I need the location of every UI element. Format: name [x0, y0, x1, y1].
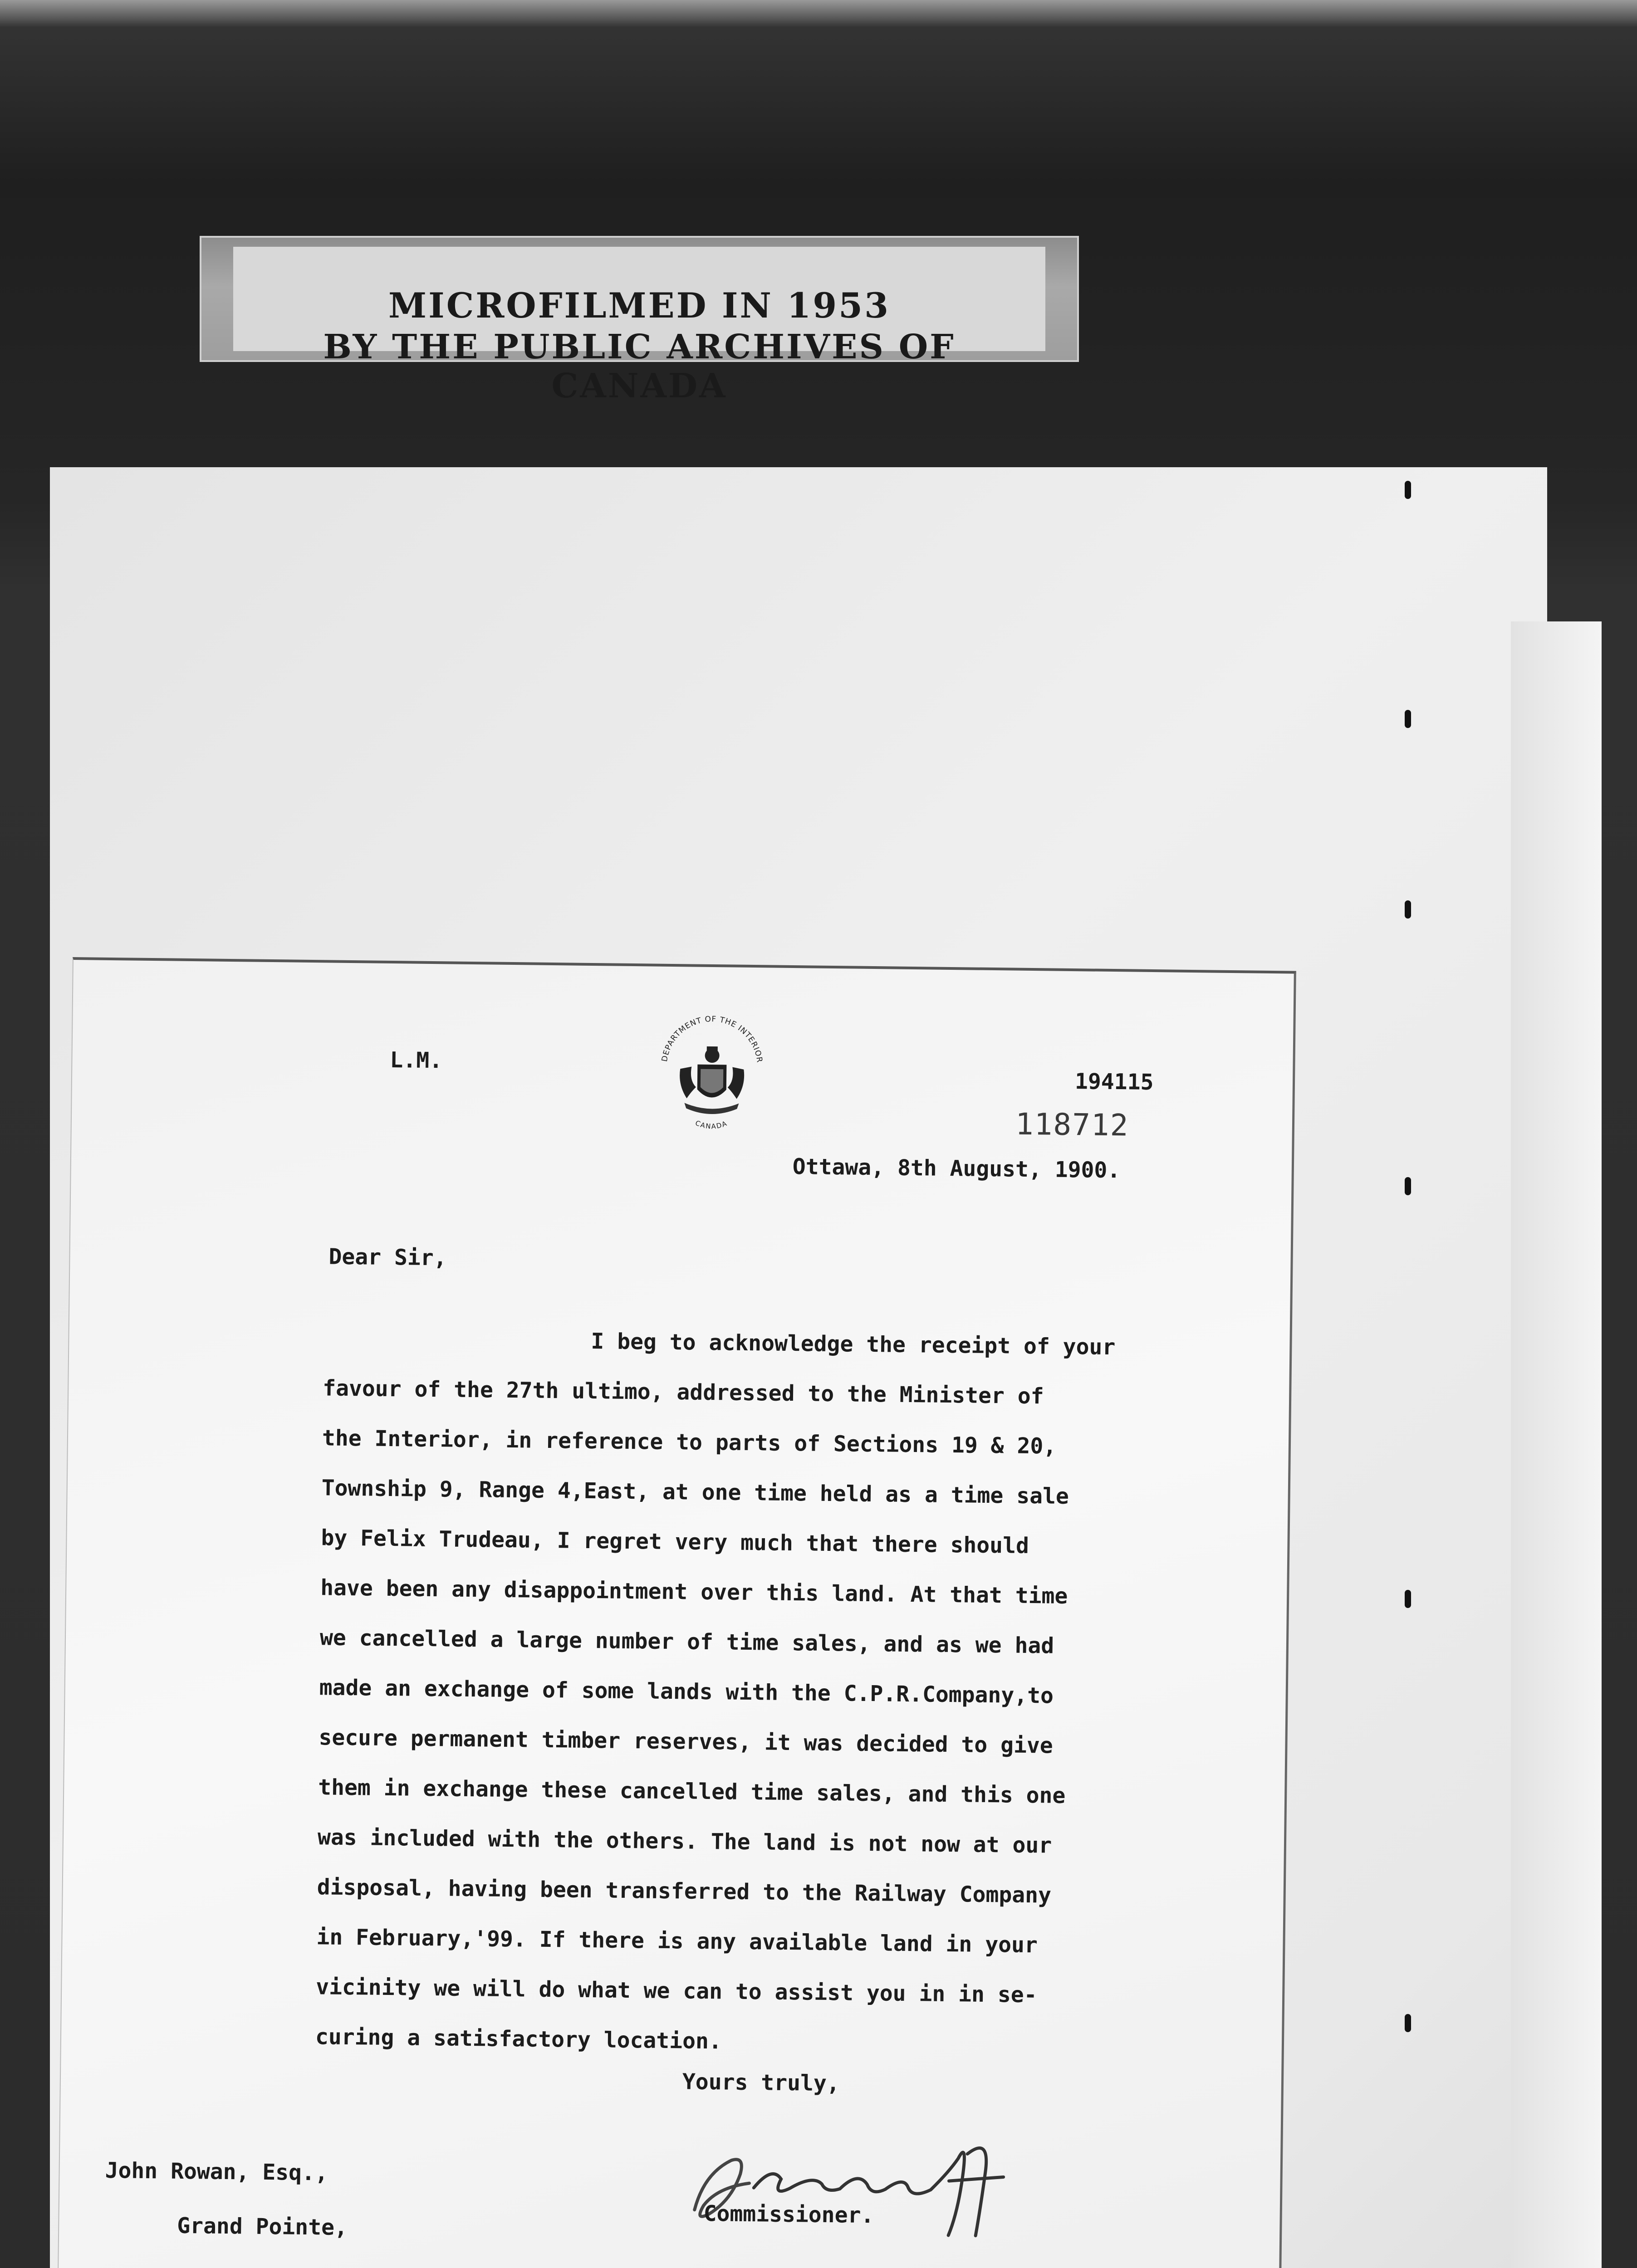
microfilm-label — [200, 236, 1079, 406]
microfilm-label-line2: BY THE PUBLIC ARCHIVES OF CANADA — [323, 327, 956, 406]
microfilm-label-line1: MICROFILMED IN 1953 — [388, 285, 890, 326]
film-edge — [0, 0, 1637, 27]
body-line: in February,'99. If there is any available land in your — [316, 1924, 1038, 1958]
body-line: secure permanent timber reserves, it was decided to give — [319, 1725, 1054, 1759]
punch-mark — [1405, 900, 1411, 919]
salutation: Dear Sir, — [328, 1244, 447, 1271]
letter-page — [56, 957, 1296, 2268]
backing-sheet-edge — [1511, 621, 1602, 2268]
department-crest-icon — [652, 1012, 772, 1136]
body-line: by Felix Trudeau, I regret very much that there should — [321, 1525, 1029, 1559]
punch-mark — [1405, 1177, 1411, 1195]
body-line: we cancelled a large number of time sales, and as we had — [319, 1625, 1054, 1659]
letter-dateline: Ottawa, 8th August, 1900. — [792, 1154, 1121, 1183]
punch-mark — [1405, 1590, 1411, 1608]
body-line: have been any disappointment over this land. At that time — [320, 1575, 1068, 1609]
recipient-place: Grand Pointe, — [176, 2213, 348, 2241]
letter-initials: L.M. — [390, 1047, 443, 1074]
body-line: I beg to acknowledge the receipt of your — [591, 1329, 1116, 1360]
microfilm-label-card — [233, 247, 1045, 406]
body-line: disposal, having been transferred to the Railway Company — [317, 1874, 1052, 1908]
crest-text-top: DEPARTMENT OF THE INTERIOR — [660, 1014, 765, 1064]
punch-mark — [1405, 481, 1411, 499]
body-line: favour of the 27th ultimo, addressed to the Minister of — [322, 1375, 1044, 1409]
svg-text:CANADA — [694, 1119, 729, 1131]
closing: Yours truly, — [682, 2069, 840, 2097]
signer-title: Commissioner. — [703, 2200, 874, 2229]
body-line: vicinity we will do what we can to assist you in in se- — [315, 1974, 1037, 2008]
body-line: Township 9, Range 4,East, at one time held as a time sale — [321, 1475, 1069, 1509]
body-line: was included with the others. The land is not now at our — [317, 1824, 1052, 1858]
recipient-name: John Rowan, Esq., — [105, 2157, 328, 2186]
body-line: made an exchange of some lands with the C.P.R.Company,to — [319, 1675, 1054, 1709]
crest-text-bottom: CANADA — [694, 1119, 729, 1131]
body-line: them in exchange these cancelled time sales, and this one — [318, 1774, 1066, 1809]
punch-mark — [1405, 710, 1411, 728]
file-number: 194115 — [1074, 1069, 1154, 1095]
body-line: curing a satisfactory location. — [315, 2024, 722, 2054]
punch-mark — [1405, 2014, 1411, 2032]
body-line: the Interior, in reference to parts of Sections 19 & 20, — [322, 1425, 1057, 1459]
stamped-number: 118712 — [1015, 1106, 1129, 1143]
